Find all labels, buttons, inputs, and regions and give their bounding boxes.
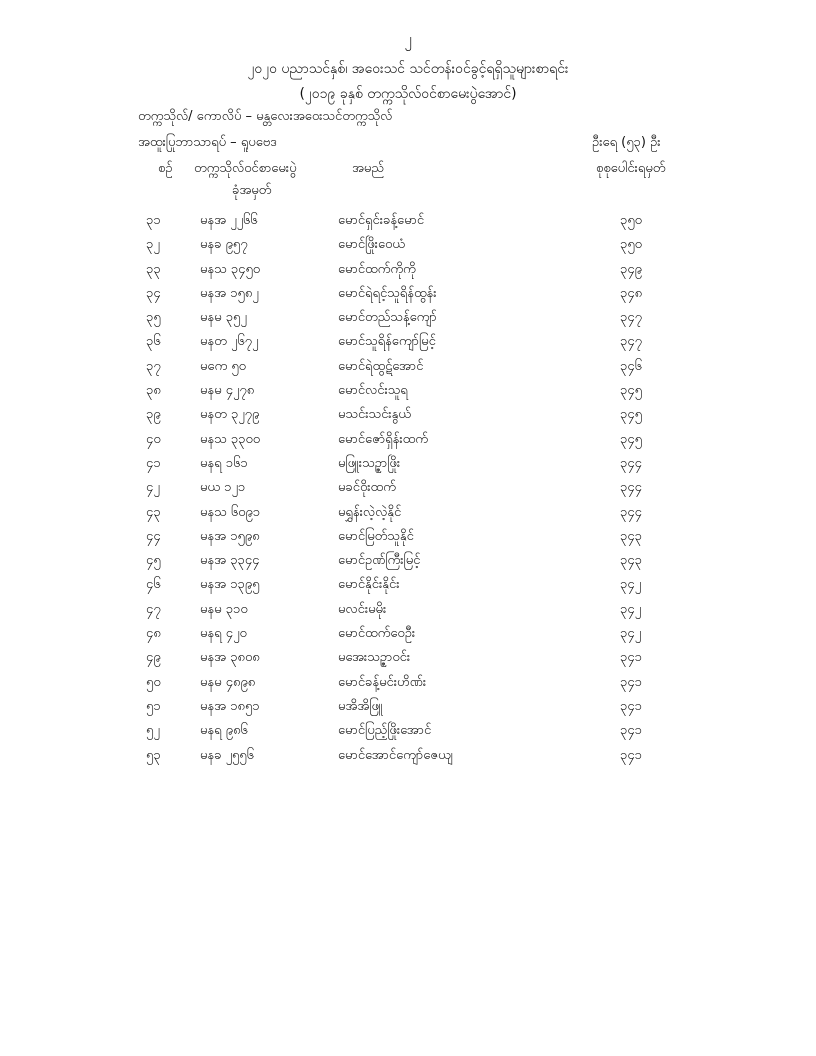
table-row xyxy=(0,479,816,503)
student-name: မောင်ခန့်မင်းဟိဏ်း xyxy=(338,674,427,690)
table-row xyxy=(0,504,816,528)
total-marks: ၃၅၀ xyxy=(620,237,642,253)
student-name: မောင်အောင်ကျော်ဇေယျ xyxy=(338,747,453,763)
table-row xyxy=(0,285,816,309)
row-number: ၄၆ xyxy=(146,577,161,593)
total-marks: ၃၄၆ xyxy=(620,358,642,374)
row-number: ၄၁ xyxy=(146,455,161,471)
total-marks: ၃၄၄ xyxy=(620,480,642,496)
row-number: ၄၄ xyxy=(146,528,161,544)
exam-roll-number: မနတ ၃၂၇၉ xyxy=(200,407,260,423)
total-marks: ၃၄၂ xyxy=(620,601,642,617)
row-number: ၃၆ xyxy=(146,334,161,350)
exam-roll-number: မနရ ၉၈၆ xyxy=(200,723,248,739)
total-marks: ၃၅၀ xyxy=(620,213,642,228)
total-marks: ၃၄၁ xyxy=(620,674,642,690)
total-marks: ၃၄၄ xyxy=(620,455,642,471)
exam-roll-number: မကေ ၅၀ xyxy=(200,358,246,374)
row-number: ၃၉ xyxy=(146,407,161,423)
exam-roll-number: မနသ ၃၄၅၀ xyxy=(200,261,261,277)
exam-roll-number: မနမ ၃၁၀ xyxy=(200,601,248,617)
exam-roll-number: မနရ ၄၂၀ xyxy=(200,626,247,642)
student-name: မခင်ဝိုးထက် xyxy=(338,480,396,496)
table-row xyxy=(0,649,816,673)
table-row xyxy=(0,552,816,576)
total-marks: ၃၄၇ xyxy=(620,334,642,350)
document-title: ၂၀၂၀ ပညာသင်နှစ်၊ အဝေးသင် သင်တန်းဝင်ခွင့်ရရှိသူများစာရင်း xyxy=(247,61,569,77)
student-count: ဦးရေ (၅၃) ဦး xyxy=(592,135,661,150)
student-name: မောင်မြတ်သူနိုင် xyxy=(338,528,414,544)
student-name: မောင်ရှင်းခန့်မောင် xyxy=(338,213,425,228)
table-row xyxy=(0,333,816,357)
table-row xyxy=(0,358,816,382)
row-number: ၃၁ xyxy=(146,213,161,228)
exam-roll-number: မနအ ၃၈၀၈ xyxy=(200,650,260,666)
total-marks: ၃၄၂ xyxy=(620,626,642,642)
table-row xyxy=(0,382,816,406)
student-name: မောင်ထက်ဝေဦး xyxy=(338,626,416,642)
column-header-no: စဉ် xyxy=(158,161,173,176)
exam-roll-number: မနတ ၂၆၇၂ xyxy=(200,334,259,350)
column-header-exam-roll: ခုံအမှတ် xyxy=(232,183,272,198)
exam-roll-number: မနရ ၁၆၁ xyxy=(200,455,248,471)
exam-roll-number: မယ ၁၂၁ xyxy=(200,480,246,496)
table-row xyxy=(0,528,816,552)
student-name: မောင်တည်သန့်ကျော် xyxy=(338,310,437,326)
total-marks: ၃၄၁ xyxy=(620,650,642,666)
total-marks: ၃၄၂ xyxy=(620,577,642,593)
student-name: မအေးသဉ္ဇာဝင်း xyxy=(338,650,411,666)
table-row xyxy=(0,309,816,333)
document-subtitle: (၂၀၁၉ ခုနှစ် တက္ကသိုလ်ဝင်စာမေးပွဲအောင်) xyxy=(299,86,517,102)
row-number: ၄၇ xyxy=(146,601,161,617)
row-number: ၄၂ xyxy=(146,480,160,496)
row-number: ၃၅ xyxy=(146,310,161,326)
exam-roll-number: မနမ ၄၈၉၈ xyxy=(200,674,256,690)
total-marks: ၃၄၈ xyxy=(620,285,643,301)
table-row xyxy=(0,576,816,600)
total-marks: ၃၄၁ xyxy=(620,723,642,739)
exam-roll-number: မနမ ၃၅၂ xyxy=(200,310,247,326)
student-name: မောင်ရဲရင့်သူရိန်ထွန်း xyxy=(338,285,437,301)
total-marks: ၃၄၄ xyxy=(620,504,642,520)
table-row xyxy=(0,431,816,455)
exam-roll-number: မနအ ၃၃၄၄ xyxy=(200,553,260,569)
row-number: ၃၂ xyxy=(146,237,160,253)
table-row xyxy=(0,406,816,430)
row-number: ၄၈ xyxy=(146,626,161,642)
student-name: မောင်ဥဏ်ကြီးမြင့် xyxy=(338,553,421,569)
student-name: မသင်းသင်းနွယ် xyxy=(338,407,411,423)
table-row xyxy=(0,698,816,722)
student-name: မောင်ဇော်ရှိန်းထက် xyxy=(338,431,428,447)
student-name: မောင်သူရိန်ကျော်မြင့် xyxy=(338,334,436,350)
exam-roll-number: မနအ ၁၃၉၅ xyxy=(200,577,260,593)
page-number: ၂ xyxy=(404,30,412,48)
exam-roll-number: မနအ ၁၅၉၈ xyxy=(200,528,260,544)
table-row xyxy=(0,722,816,746)
student-name: မရွှန်းလဲ့လဲ့နိုင် xyxy=(338,504,402,520)
student-name: မဖြူးသဉ္ဇာဖြိုး xyxy=(338,455,401,471)
row-number: ၅၁ xyxy=(146,698,161,714)
table-row xyxy=(0,625,816,649)
row-number: ၄၀ xyxy=(146,431,161,447)
table-row xyxy=(0,455,816,479)
student-name: မောင်နိုင်းနိုင်း xyxy=(338,577,400,593)
university-line: တက္ကသိုလ်/ ကောလိပ် – မန္တလေးအဝေးသင်တက္ကသိုလ် xyxy=(138,109,393,124)
total-marks: ၃၄၃ xyxy=(620,528,642,544)
student-name: မောင်ရဲထွဋ်အောင် xyxy=(338,358,424,374)
total-marks: ၃၄၉ xyxy=(620,261,642,277)
total-marks: ၃၄၇ xyxy=(620,310,642,326)
table-row xyxy=(0,261,816,285)
student-table xyxy=(0,212,816,771)
exam-roll-number: မနခ ၉၅၇ xyxy=(200,237,248,253)
major-line: အထူးပြုဘာသာရပ် – ရူပဗေဒ xyxy=(138,135,277,150)
row-number: ၅၃ xyxy=(146,747,161,763)
column-header-name: အမည် xyxy=(352,161,384,176)
row-number: ၅၂ xyxy=(146,723,160,739)
exam-roll-number: မနအ ၁၈၅၁ xyxy=(200,698,260,714)
student-name: မောင်ပြည့်ဖြိုးအောင် xyxy=(338,723,432,739)
table-row xyxy=(0,212,816,236)
total-marks: ၃၄၃ xyxy=(620,553,642,569)
row-number: ၄၅ xyxy=(146,553,161,569)
row-number: ၃၈ xyxy=(146,383,161,399)
student-name: မောင်ဖြိုးဝေယံ xyxy=(338,237,405,253)
exam-roll-number: မနမ ၄၂၇၈ xyxy=(200,383,255,399)
row-number: ၃၇ xyxy=(146,358,161,374)
student-name: မောင်ထက်ကိုကို xyxy=(338,261,416,277)
row-number: ၃၄ xyxy=(146,285,161,301)
total-marks: ၃၄၅ xyxy=(620,431,642,447)
table-row xyxy=(0,747,816,771)
exam-roll-number: မနသ ၆၀၉၁ xyxy=(200,504,261,520)
column-header-marks: စုစုပေါင်းရမှတ် xyxy=(596,161,666,176)
exam-roll-number: မနအ ၂၂၆၆ xyxy=(200,213,258,228)
exam-roll-number: မနသ ၃၃၀၀ xyxy=(200,431,261,447)
table-row xyxy=(0,236,816,260)
table-row xyxy=(0,601,816,625)
total-marks: ၃၄၅ xyxy=(620,407,642,423)
table-row xyxy=(0,674,816,698)
exam-roll-number: မနအ ၁၅၈၂ xyxy=(200,285,259,301)
total-marks: ၃၄၅ xyxy=(620,383,642,399)
row-number: ၃၃ xyxy=(146,261,161,277)
row-number: ၅၀ xyxy=(146,674,161,690)
row-number: ၄၉ xyxy=(146,650,161,666)
exam-roll-number: မနခ ၂၅၅၆ xyxy=(200,747,254,763)
total-marks: ၃၄၁ xyxy=(620,747,642,763)
column-header-exam: တက္ကသိုလ်ဝင်စာမေးပွဲ xyxy=(194,161,297,176)
student-name: မအိအိဖြူ xyxy=(338,698,383,714)
total-marks: ၃၄၁ xyxy=(620,698,642,714)
row-number: ၄၃ xyxy=(146,504,161,520)
student-name: မလင်းမမိုး xyxy=(338,601,387,617)
student-name: မောင်လင်းသူရ xyxy=(338,383,408,399)
